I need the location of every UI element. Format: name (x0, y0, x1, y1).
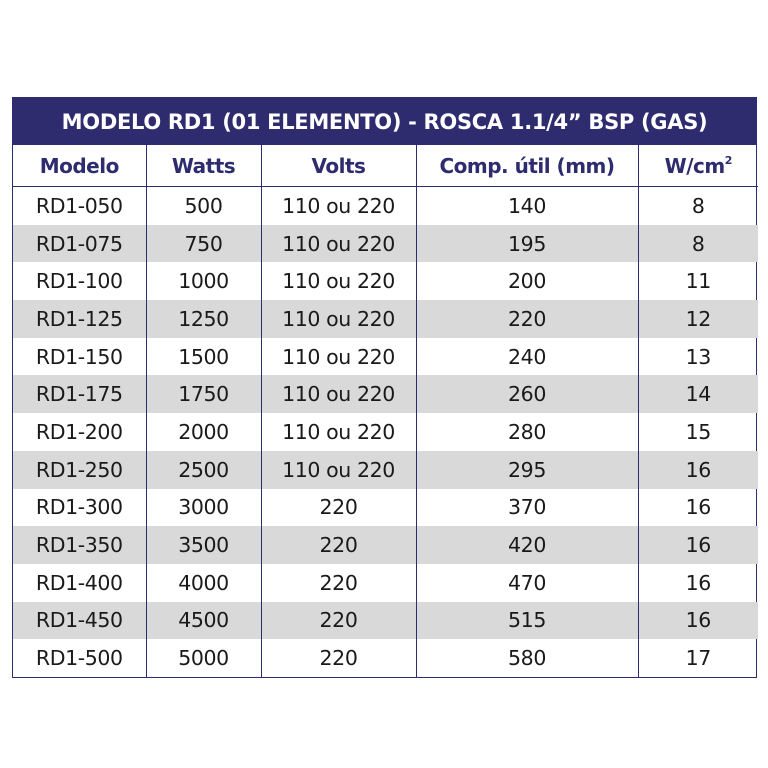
cell-modelo: RD1-175 (13, 375, 146, 413)
cell-volts: 220 (261, 639, 416, 677)
cell-watts: 5000 (146, 639, 261, 677)
header-wcm (638, 145, 758, 187)
data-table (13, 145, 758, 677)
spec-table (12, 97, 757, 678)
cell-volts: 110 ou 220 (261, 413, 416, 451)
cell-modelo: RD1-050 (13, 187, 146, 225)
cell-wcm: 11 (685, 269, 711, 294)
header-modelo: Modelo (13, 145, 146, 187)
cell-modelo: RD1-500 (13, 639, 146, 677)
cell-volts: 110 ou 220 (261, 262, 416, 300)
table-row (13, 451, 758, 489)
cell-comp: 140 (416, 187, 638, 225)
cell-watts: 500 (146, 187, 261, 225)
cell-wcm: 17 (685, 646, 711, 671)
table-row (13, 489, 758, 527)
cell-wcm: 16 (685, 570, 711, 595)
table-row (13, 564, 758, 602)
table-row (13, 187, 758, 225)
cell-modelo: RD1-400 (13, 564, 146, 602)
cell-comp: 370 (416, 489, 638, 527)
cell-volts: 110 ou 220 (261, 187, 416, 225)
cell-watts: 3500 (146, 526, 261, 564)
cell-modelo: RD1-125 (13, 300, 146, 338)
table-title: MODELO RD1 (01 ELEMENTO) - ROSCA 1.1/4” BSP (GAS) (13, 98, 756, 145)
cell-volts: 220 (261, 489, 416, 527)
cell-wcm: 8 (691, 193, 705, 218)
table-row (13, 262, 758, 300)
cell-modelo: RD1-100 (13, 262, 146, 300)
table-row (13, 375, 758, 413)
table-row (13, 639, 758, 677)
cell-volts: 110 ou 220 (261, 225, 416, 263)
cell-comp: 420 (416, 526, 638, 564)
header-volts: Volts (261, 145, 416, 187)
header-row (13, 145, 758, 187)
table-row (13, 526, 758, 564)
cell-volts: 110 ou 220 (261, 375, 416, 413)
cell-modelo: RD1-250 (13, 451, 146, 489)
cell-modelo: RD1-075 (13, 225, 146, 263)
cell-volts: 220 (261, 602, 416, 640)
header-wcm-label: W/cm (664, 153, 725, 178)
table-body (13, 187, 758, 677)
cell-comp: 195 (416, 225, 638, 263)
cell-volts: 110 ou 220 (261, 338, 416, 376)
cell-volts: 110 ou 220 (261, 451, 416, 489)
cell-volts: 220 (261, 564, 416, 602)
cell-watts: 2000 (146, 413, 261, 451)
cell-comp: 240 (416, 338, 638, 376)
cell-watts: 750 (146, 225, 261, 263)
cell-comp: 200 (416, 262, 638, 300)
cell-watts: 1500 (146, 338, 261, 376)
cell-watts: 1750 (146, 375, 261, 413)
table-row (13, 338, 758, 376)
cell-wcm: 8 (638, 225, 758, 263)
cell-volts: 110 ou 220 (261, 300, 416, 338)
cell-comp: 295 (416, 451, 638, 489)
cell-modelo: RD1-300 (13, 489, 146, 527)
cell-modelo: RD1-200 (13, 413, 146, 451)
table-row (13, 602, 758, 640)
cell-comp: 580 (416, 639, 638, 677)
cell-wcm: 16 (638, 451, 758, 489)
cell-wcm: 16 (638, 602, 758, 640)
cell-comp: 280 (416, 413, 638, 451)
cell-watts: 4500 (146, 602, 261, 640)
header-comp-util: Comp. útil (mm) (416, 145, 638, 187)
cell-comp: 515 (416, 602, 638, 640)
cell-comp: 260 (416, 375, 638, 413)
cell-watts: 4000 (146, 564, 261, 602)
cell-wcm: 13 (685, 344, 711, 369)
cell-modelo: RD1-350 (13, 526, 146, 564)
cell-wcm: 14 (638, 375, 758, 413)
cell-comp: 220 (416, 300, 638, 338)
cell-modelo: RD1-450 (13, 602, 146, 640)
cell-wcm: 12 (638, 300, 758, 338)
cell-watts: 3000 (146, 489, 261, 527)
header-watts: Watts (146, 145, 261, 187)
table-row (13, 413, 758, 451)
cell-volts: 220 (261, 526, 416, 564)
table-row (13, 300, 758, 338)
cell-watts: 2500 (146, 451, 261, 489)
cell-wcm: 15 (685, 419, 711, 444)
cell-watts: 1000 (146, 262, 261, 300)
cell-wcm: 16 (638, 526, 758, 564)
cell-wcm: 16 (685, 495, 711, 520)
cell-modelo: RD1-150 (13, 338, 146, 376)
header-wcm-superscript: 2 (724, 153, 732, 167)
cell-watts: 1250 (146, 300, 261, 338)
cell-comp: 470 (416, 564, 638, 602)
table-row (13, 225, 758, 263)
